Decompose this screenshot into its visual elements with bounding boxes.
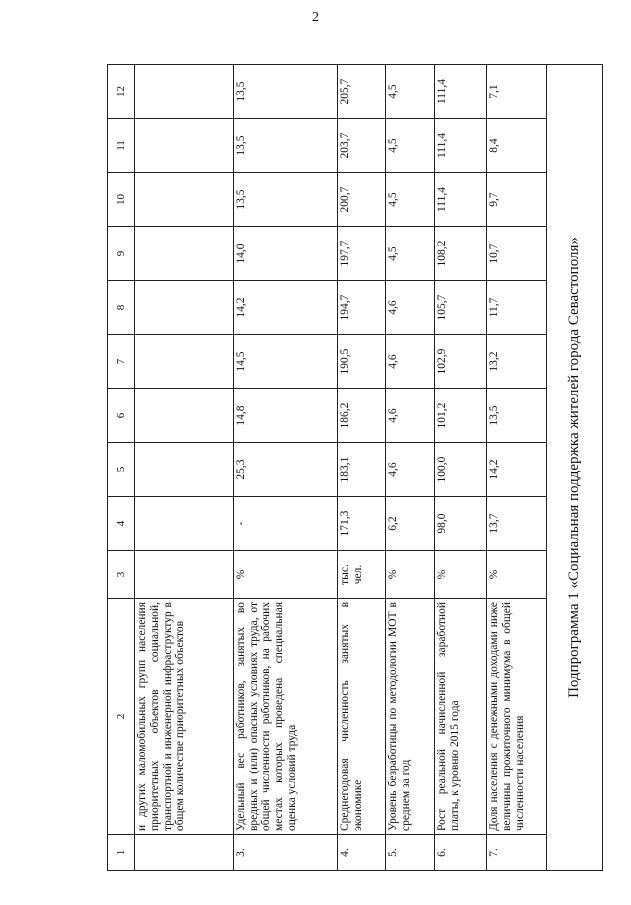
value-cell: 4,5 (386, 227, 435, 281)
value-cell: 200,7 (337, 173, 385, 227)
rotated-table-container (107, 65, 603, 871)
unit-cell: % (233, 551, 337, 599)
value-cell: 186,2 (337, 389, 385, 443)
value-cell: 8,4 (487, 119, 547, 173)
header-cell: 10 (108, 173, 135, 227)
table-row (435, 65, 487, 871)
subprogram-title: Подпрограмма 1 «Социальная поддержка жителей города Севастополя» (547, 65, 603, 871)
header-cell: 6 (108, 389, 135, 443)
value-cell (134, 443, 233, 497)
value-cell: 25,3 (233, 443, 337, 497)
indicator-description: Удельный вес работников, занятых во вредных и (или) опасных условиях труда, от общей численности работников, на рабочих местах которых проведена специальная оценка условий труда (233, 599, 337, 835)
table-row (337, 65, 385, 871)
unit-cell: % (386, 551, 435, 599)
value-cell: 9,7 (487, 173, 547, 227)
value-cell: 101,2 (435, 389, 487, 443)
header-cell: 9 (108, 227, 135, 281)
row-number: 6. (435, 835, 487, 871)
value-cell (134, 173, 233, 227)
value-cell: 14,5 (233, 335, 337, 389)
unit-cell (134, 551, 233, 599)
value-cell: 102,9 (435, 335, 487, 389)
value-cell: 205,7 (337, 65, 385, 119)
value-cell: 4,6 (386, 335, 435, 389)
value-cell: 13,5 (233, 65, 337, 119)
value-cell: 6,2 (386, 497, 435, 551)
header-cell: 7 (108, 335, 135, 389)
table-row (386, 65, 435, 871)
value-cell: 194,7 (337, 281, 385, 335)
header-cell: 5 (108, 443, 135, 497)
value-cell: 4,5 (386, 119, 435, 173)
value-cell: 13,5 (233, 173, 337, 227)
value-cell: 111,4 (435, 65, 487, 119)
header-cell: 8 (108, 281, 135, 335)
value-cell: 98,0 (435, 497, 487, 551)
row-number (134, 835, 233, 871)
value-cell (134, 335, 233, 389)
indicators-table (107, 64, 603, 871)
header-cell: 2 (108, 599, 135, 835)
value-cell: 13,5 (233, 119, 337, 173)
value-cell: 4,6 (386, 389, 435, 443)
value-cell: 100,0 (435, 443, 487, 497)
header-cell: 12 (108, 65, 135, 119)
value-cell: 14,2 (487, 443, 547, 497)
value-cell: 4,5 (386, 173, 435, 227)
indicator-description: и других маломобильных групп населения приоритетных объектов социальной, транспортной и инженерной инфраструктур в общем количестве приоритетных объектов (134, 599, 233, 835)
value-cell (134, 227, 233, 281)
indicator-description: Уровень безработицы по методологии МОТ в среднем за год (386, 599, 435, 835)
value-cell (134, 65, 233, 119)
unit-cell: % (487, 551, 547, 599)
value-cell: 203,7 (337, 119, 385, 173)
value-cell: 4,6 (386, 443, 435, 497)
value-cell (134, 389, 233, 443)
value-cell: 111,4 (435, 173, 487, 227)
header-row (108, 65, 135, 871)
value-cell: 111,4 (435, 119, 487, 173)
value-cell: 13,2 (487, 335, 547, 389)
value-cell: 14,2 (233, 281, 337, 335)
indicator-description: Доля населения с денежными доходами ниже величины прожиточного минимума в общей численности населения (487, 599, 547, 835)
row-number: 3. (233, 835, 337, 871)
value-cell: 4,6 (386, 281, 435, 335)
header-cell: 11 (108, 119, 135, 173)
value-cell: 7,1 (487, 65, 547, 119)
row-number: 7. (487, 835, 547, 871)
value-cell (134, 497, 233, 551)
table-row (134, 65, 233, 871)
value-cell: 10,7 (487, 227, 547, 281)
value-cell: 14,8 (233, 389, 337, 443)
unit-cell: тыс. чел. (337, 551, 385, 599)
value-cell (134, 119, 233, 173)
header-cell: 3 (108, 551, 135, 599)
indicator-description: Рост реальной начисленной заработной платы, к уровню 2015 года (435, 599, 487, 835)
value-cell: 197,7 (337, 227, 385, 281)
value-cell (134, 281, 233, 335)
table-row (233, 65, 337, 871)
value-cell: 105,7 (435, 281, 487, 335)
value-cell: 183,1 (337, 443, 385, 497)
value-cell: 108,2 (435, 227, 487, 281)
value-cell: 190,5 (337, 335, 385, 389)
value-cell: 14,0 (233, 227, 337, 281)
value-cell: 13,5 (487, 389, 547, 443)
unit-cell: % (435, 551, 487, 599)
value-cell: 11,7 (487, 281, 547, 335)
value-cell: 171,3 (337, 497, 385, 551)
row-number: 5. (386, 835, 435, 871)
page-number: 2 (312, 10, 319, 25)
subprogram-row (547, 65, 603, 871)
row-number: 4. (337, 835, 385, 871)
header-cell: 4 (108, 497, 135, 551)
value-cell: 13,7 (487, 497, 547, 551)
indicator-description: Среднегодовая численность занятых в экономике (337, 599, 385, 835)
value-cell: 4,5 (386, 65, 435, 119)
table-row (487, 65, 547, 871)
header-cell: 1 (108, 835, 135, 871)
value-cell: - (233, 497, 337, 551)
